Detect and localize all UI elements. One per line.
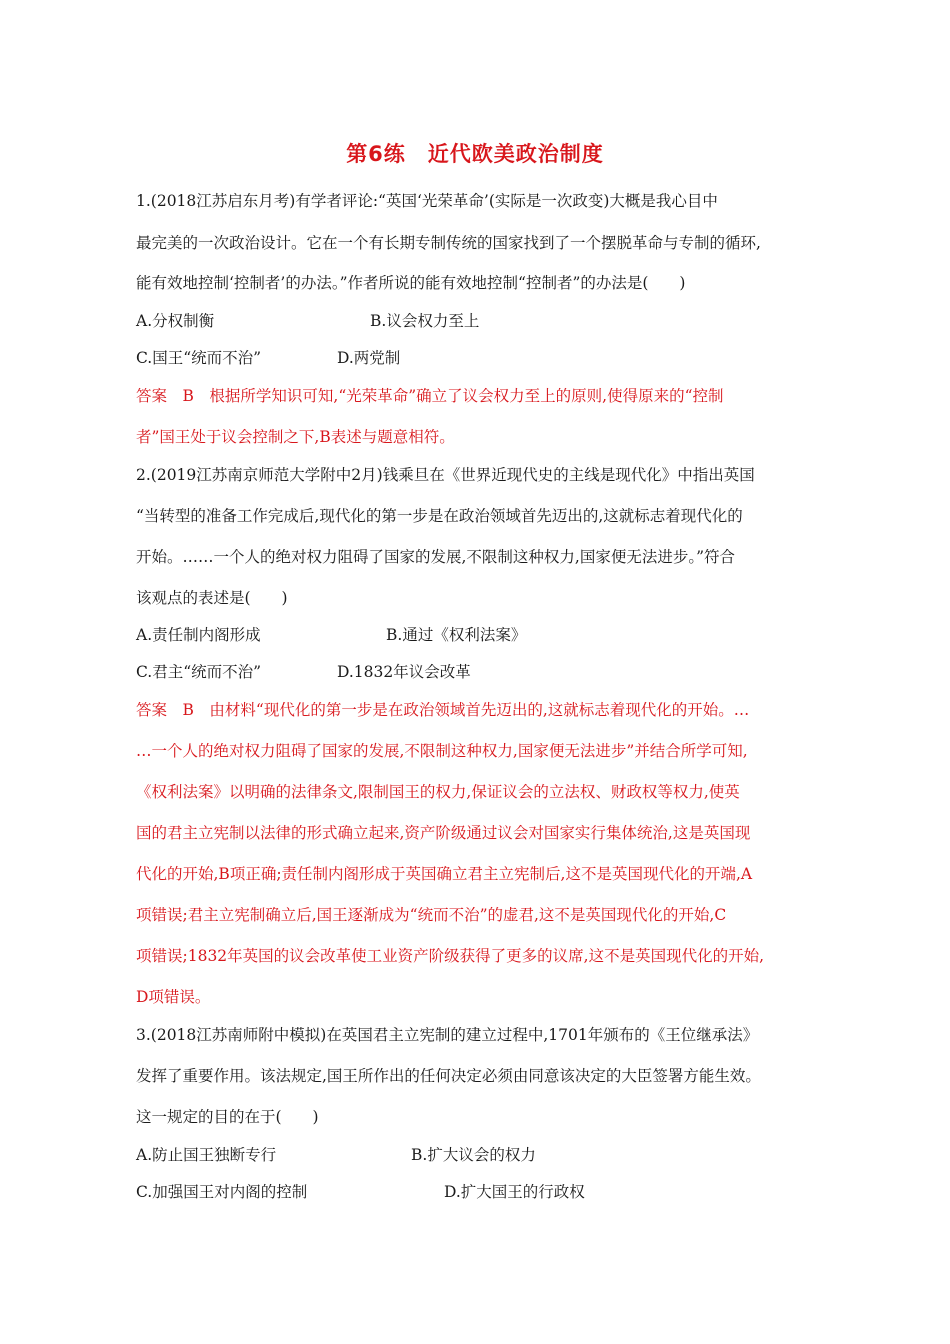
q2-answer-line: D项错误。 — [136, 988, 211, 1006]
q1-option-b: B.议会权力至上 — [370, 312, 480, 330]
q1-answer-line: 者”国王处于议会控制之下,B表述与题意相符。 — [136, 428, 455, 446]
q1-option-d: D.两党制 — [337, 349, 401, 367]
q2-stem-line: 开始。……一个人的绝对权力阻碍了国家的发展,不限制这种权力,国家便无法进步。”符合 — [136, 548, 736, 566]
q3-stem-line: 3.(2018江苏南师附中模拟)在英国君主立宪制的建立过程中,1701年颁布的《王位继承法》 — [136, 1026, 759, 1044]
q3-option-c: C.加强国王对内阁的控制 — [136, 1183, 308, 1201]
q2-option-d: D.1832年议会改革 — [337, 663, 471, 681]
page-title: 第6练 近代欧美政治制度 — [346, 142, 604, 166]
q2-answer-line: 项错误;君主立宪制确立后,国王逐渐成为“统而不治”的虚君,这不是英国现代化的开始,C — [136, 906, 727, 924]
q2-option-b: B.通过《权利法案》 — [386, 626, 527, 644]
q1-answer-line: 答案 B 根据所学知识可知,“光荣革命”确立了议会权力至上的原则,使得原来的“控制 — [136, 387, 724, 405]
q3-option-d: D.扩大国王的行政权 — [444, 1183, 585, 1201]
q2-answer-line: 项错误;1832年英国的议会改革使工业资产阶级获得了更多的议席,这不是英国现代化的开始, — [136, 947, 765, 965]
q1-stem-line: 能有效地控制‘控制者’的办法。”作者所说的能有效地控制“控制者”的办法是( ) — [136, 274, 686, 292]
q1-stem-line: 1.(2018江苏启东月考)有学者评论:“英国‘光荣革命’(实际是一次政变)大概是我心目中 — [136, 192, 718, 210]
q2-stem-line: 2.(2019江苏南京师范大学附中2月)钱乘旦在《世界近现代史的主线是现代化》中指出英国 — [136, 466, 755, 484]
q2-answer-line: 代化的开始,B项正确;责任制内阁形成于英国确立君主立宪制后,这不是英国现代化的开端,A — [136, 865, 753, 883]
q3-option-a: A.防止国王独断专行 — [136, 1146, 277, 1164]
q2-option-a: A.责任制内阁形成 — [136, 626, 261, 644]
q3-stem-line: 这一规定的目的在于( ) — [136, 1108, 319, 1126]
q2-answer-line: 答案 B 由材料“现代化的第一步是在政治领域首先迈出的,这就标志着现代化的开始。… — [136, 701, 750, 719]
q1-stem-line: 最完美的一次政治设计。它在一个有长期专制传统的国家找到了一个摆脱革命与专制的循环, — [136, 234, 761, 252]
q2-answer-line: 国的君主立宪制以法律的形式确立起来,资产阶级通过议会对国家实行集体统治,这是英国现 — [136, 824, 751, 842]
q3-option-b: B.扩大议会的权力 — [411, 1146, 536, 1164]
q2-stem-line: “当转型的准备工作完成后,现代化的第一步是在政治领域首先迈出的,这就标志着现代化的 — [136, 507, 743, 525]
q2-answer-line: …一个人的绝对权力阻碍了国家的发展,不限制这种权力,国家便无法进步”并结合所学可知, — [136, 742, 748, 760]
q2-stem-line: 该观点的表述是( ) — [136, 589, 288, 607]
q2-option-c: C.君主“统而不治” — [136, 663, 262, 681]
q2-answer-line: 《权利法案》以明确的法律条文,限制国王的权力,保证议会的立法权、财政权等权力,使英 — [136, 783, 740, 801]
q3-stem-line: 发挥了重要作用。该法规定,国王所作出的任何决定必须由同意该决定的大臣签署方能生效。 — [136, 1067, 761, 1085]
q1-option-c: C.国王“统而不治” — [136, 349, 262, 367]
q1-option-a: A.分权制衡 — [136, 312, 215, 330]
